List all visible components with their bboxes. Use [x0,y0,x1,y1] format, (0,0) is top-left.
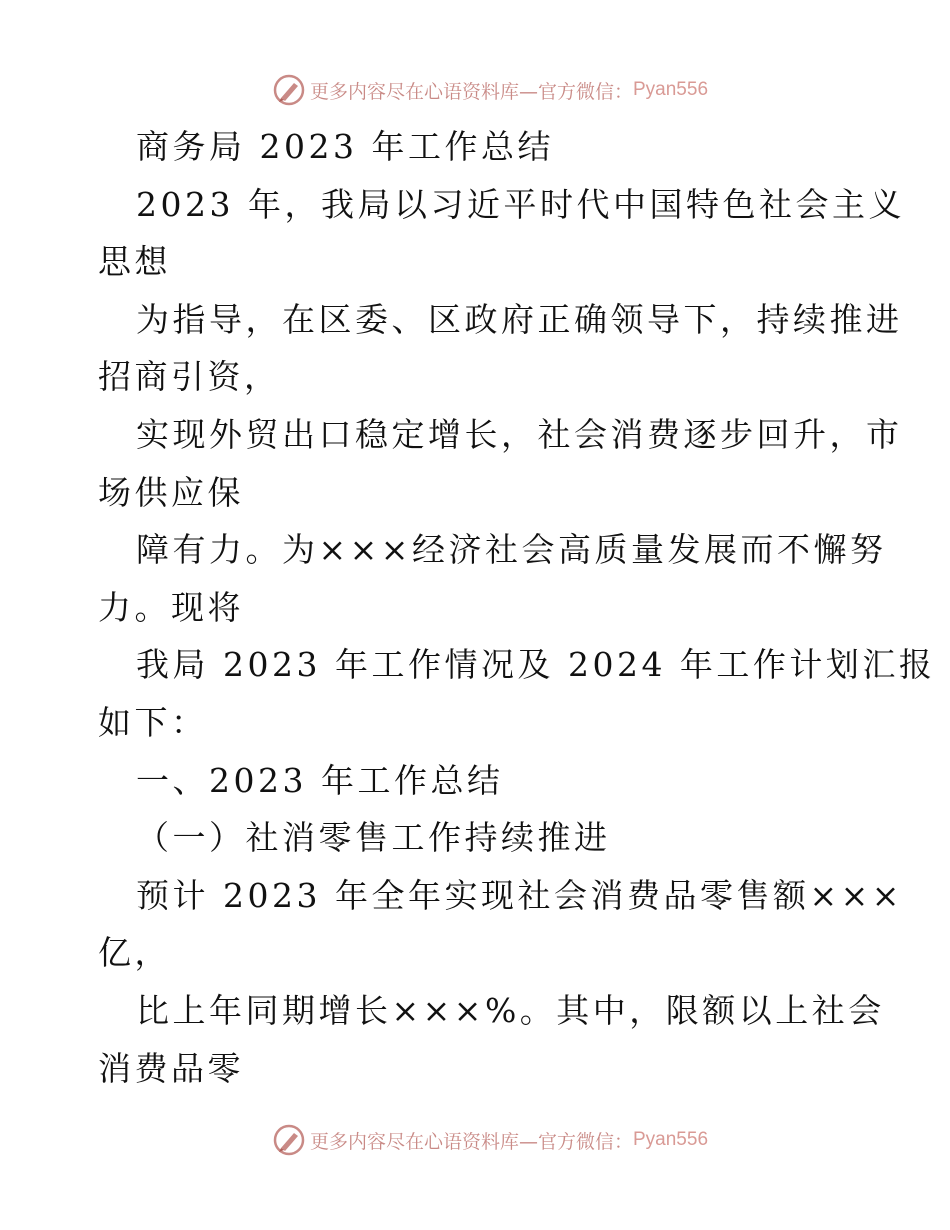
section-heading: 一、2023 年工作总结 [136,760,504,800]
paragraph-line: 预计 2023 年全年实现社会消费品零售额××× [136,875,903,915]
watermark-text: 更多内容尽在心语资料库—官方微信： [309,80,633,103]
document-title: 商务局 2023 年工作总结 [136,127,554,166]
paragraph-line: 思想 [98,242,171,282]
pen-logo-icon [272,1123,306,1157]
pen-logo-icon [272,73,306,107]
paragraph-line: 实现外贸出口稳定增长，社会消费逐步回升，市 [136,414,903,454]
watermark-footer [0,1120,950,1160]
paragraph-line: 为指导，在区委、区政府正确领导下，持续推进 [136,299,903,339]
paragraph-line: 我局 2023 年工作情况及 2024 年工作计划汇报 [136,645,936,685]
paragraph-line: 如下： [98,702,208,742]
watermark-header [0,70,950,110]
document-body [98,118,936,1097]
paragraph-line: 力。现将 [98,587,244,627]
paragraph-line: 障有力。为×××经济社会高质量发展而不懈努 [136,530,887,570]
watermark-handle: Pyan556 [633,1129,709,1150]
paragraph-line: 2023 年，我局以习近平时代中国特色社会主义 [136,184,905,224]
watermark-text: 更多内容尽在心语资料库—官方微信： [309,1130,633,1153]
paragraph-line: 招商引资， [98,357,281,397]
paragraph-line: 消费品零 [98,1048,244,1088]
paragraph-line: 比上年同期增长×××%。其中，限额以上社会 [136,990,885,1030]
subsection-heading: （一）社消零售工作持续推进 [136,818,611,858]
paragraph-line: 亿， [98,933,171,973]
paragraph-line: 场供应保 [98,472,244,512]
watermark-handle: Pyan556 [633,79,709,100]
